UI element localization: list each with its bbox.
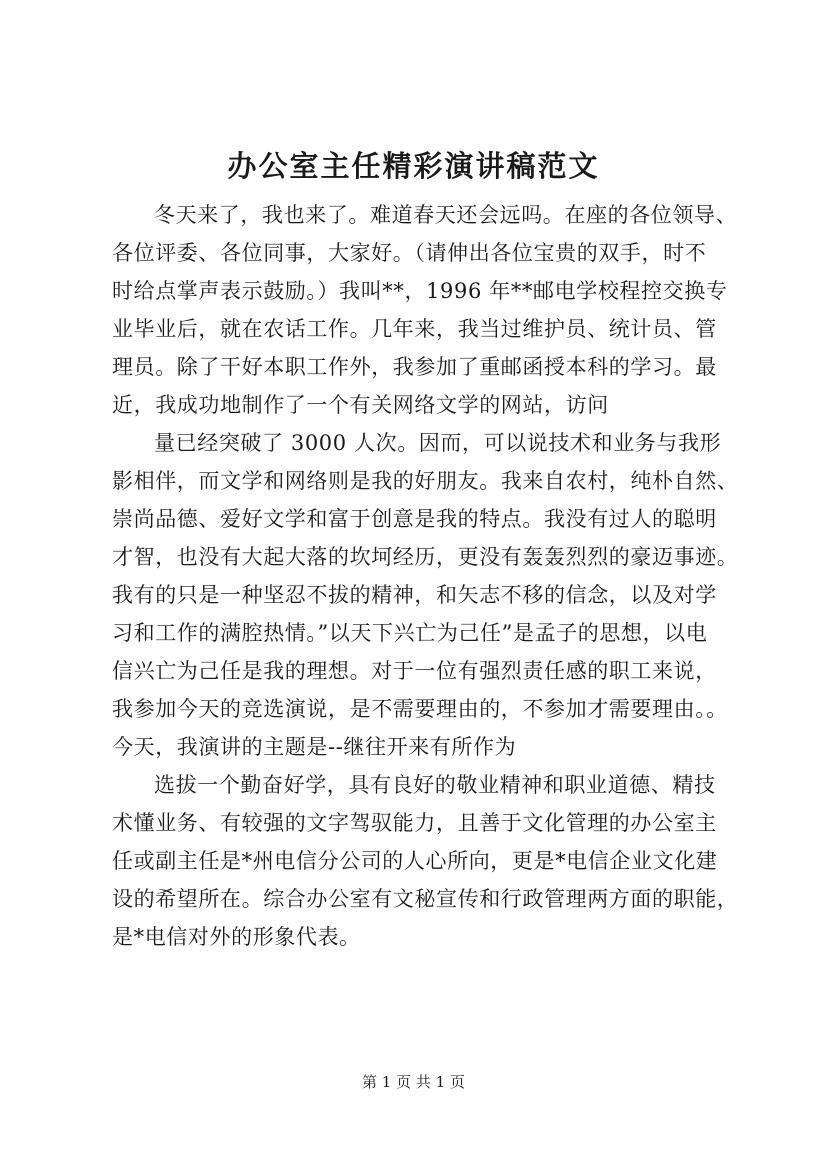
paragraph-line: 崇尚品德、爱好文学和富于创意是我的特点。我没有过人的聪明: [112, 507, 717, 531]
paragraph-line: 才智，也没有大起大落的坎坷经历，更没有轰轰烈烈的豪迈事迹。: [112, 545, 739, 569]
paragraph-line: 量已经突破了 3000 人次。因而，可以说技术和业务与我形: [154, 431, 722, 455]
document-title: 办公室主任精彩演讲稿范文: [227, 149, 600, 183]
paragraph-line: 影相伴，而文学和网络则是我的好朋友。我来自农村，纯朴自然、: [112, 469, 739, 493]
paragraph-line: 业毕业后，就在农话工作。几年来，我当过维护员、统计员、管: [112, 317, 717, 341]
paragraph-line: 各位评委、各位同事，大家好。（请伸出各位宝贵的双手，时不: [112, 241, 707, 265]
page-footer: 第 1 页 共 1 页: [362, 1073, 465, 1091]
paragraph-line: 理员。除了干好本职工作外，我参加了重邮函授本科的学习。最: [112, 355, 717, 379]
paragraph-line: 任或副主任是*州电信分公司的人心所向，更是*电信企业文化建: [112, 849, 718, 873]
paragraph-line: 术懂业务、有较强的文字驾驭能力，且善于文化管理的办公室主: [112, 811, 717, 835]
paragraph-line: 信兴亡为己任是我的理想。对于一位有强烈责任感的职工来说，: [112, 659, 717, 683]
paragraph-line: 今天，我演讲的主题是--继往开来有所作为: [112, 735, 517, 759]
paragraph-line: 时给点掌声表示鼓励。）我叫**，1996 年**邮电学校程控交换专: [112, 279, 728, 303]
paragraph-line: 是*电信对外的形象代表。: [112, 925, 361, 949]
paragraph-line: 设的希望所在。综合办公室有文秘宣传和行政管理两方面的职能，: [112, 887, 739, 911]
paragraph-line: 选拔一个勤奋好学，具有良好的敬业精神和职业道德、精技: [154, 773, 716, 797]
paragraph-line: 我有的只是一种坚忍不拔的精神，和矢志不移的信念，以及对学: [112, 583, 717, 607]
paragraph-line: 习和工作的满腔热情。”以天下兴亡为己任”是孟子的思想，以电: [112, 621, 708, 645]
paragraph-line: 近，我成功地制作了一个有关网络文学的网站，访问: [112, 393, 609, 417]
paragraph-line: 冬天来了，我也来了。难道春天还会远吗。在座的各位领导、: [154, 203, 738, 227]
document-body: [112, 196, 740, 956]
paragraph-line: 我参加今天的竞选演说，是不需要理由的，不参加才需要理由。。: [112, 697, 728, 721]
